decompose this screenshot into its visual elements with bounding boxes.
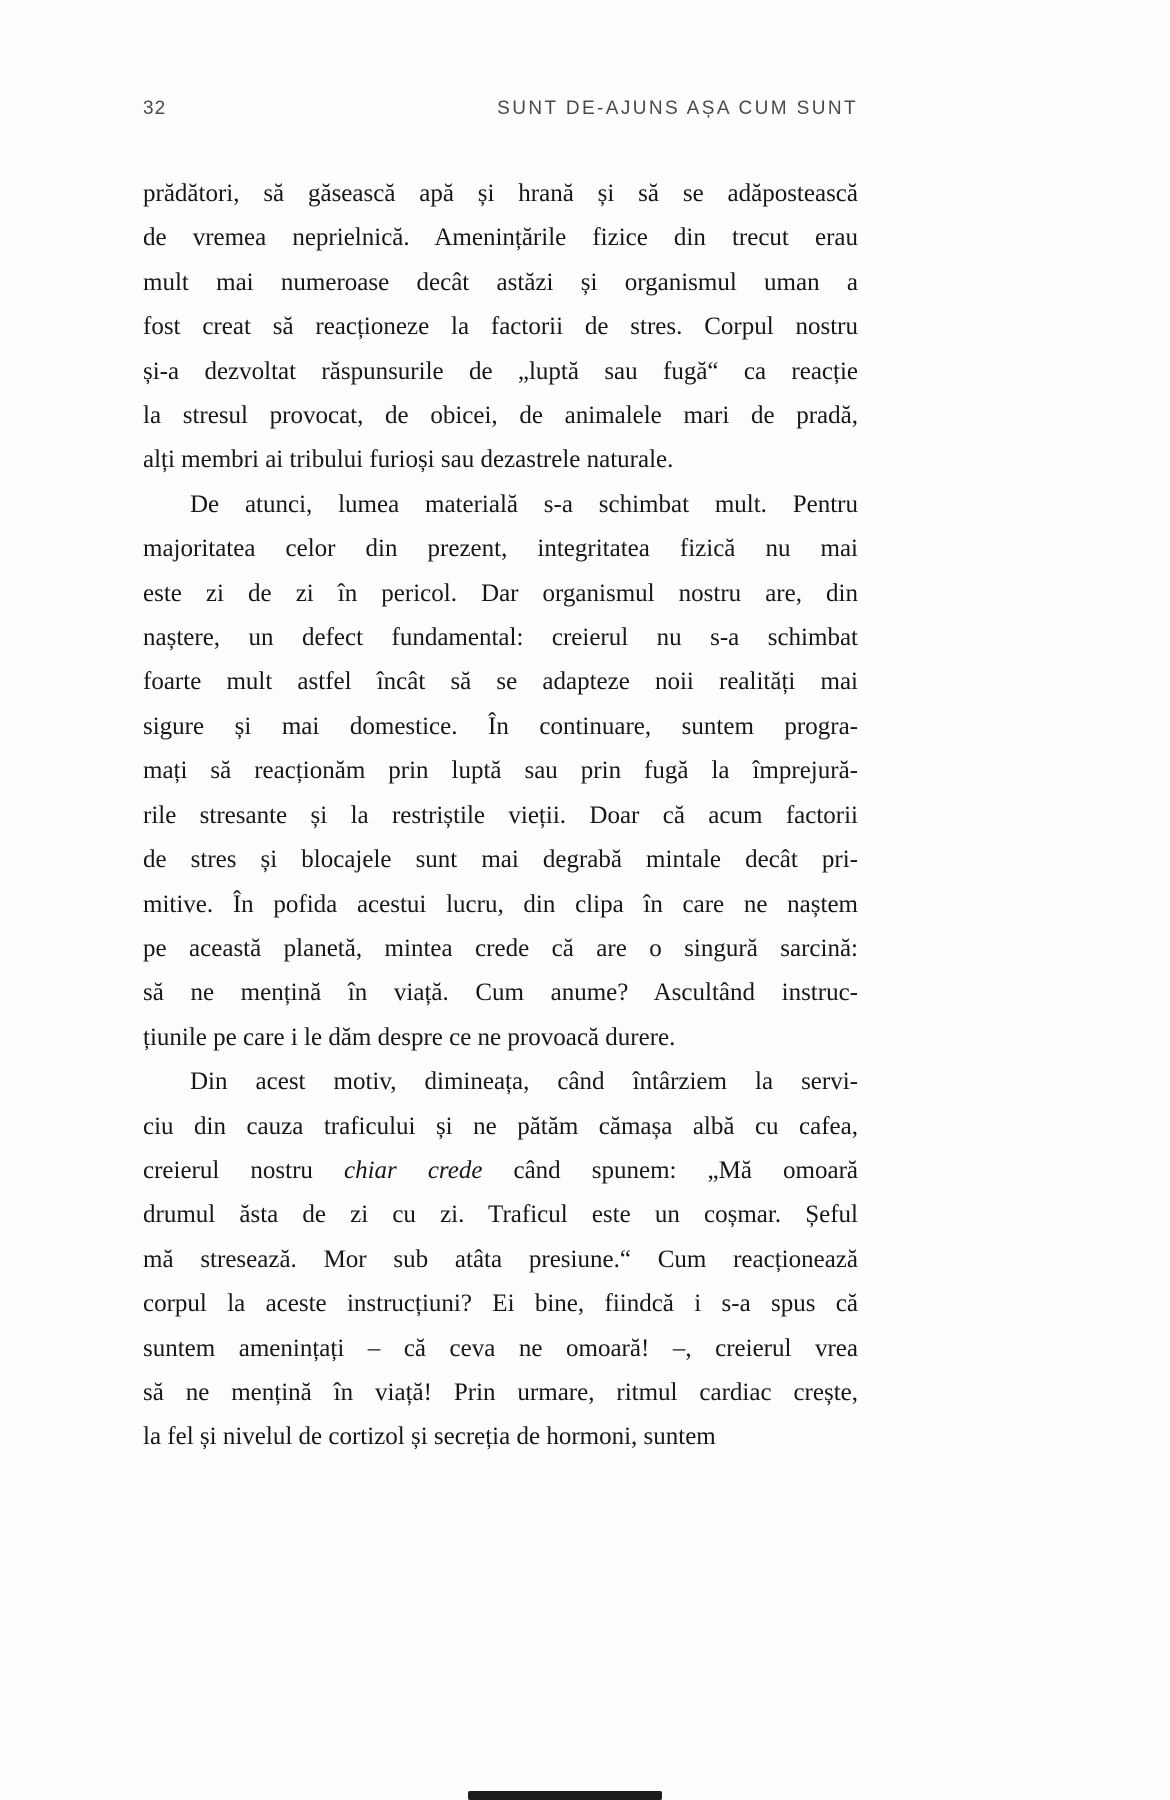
text-line: pe această planetă, mintea crede că are o singură sarcină: xyxy=(143,934,858,962)
text-line: drumul ăsta de zi cu zi. Traficul este un coșmar. Șeful xyxy=(143,1201,858,1229)
running-header: SUNT DE-AJUNS AȘA CUM SUNT xyxy=(497,98,858,119)
text-segment: creierul nostru xyxy=(143,1156,344,1184)
text-line: De atunci, lumea materială s-a schimbat mult. Pentru xyxy=(190,490,858,518)
text-line: țiunile pe care i le dăm despre ce ne provoacă durere. xyxy=(143,1023,676,1051)
text-line: mult mai numeroase decât astăzi și organismul uman a xyxy=(143,268,858,296)
text-line: și-a dezvoltat răspunsurile de „luptă sau fugă“ ca reacție xyxy=(143,357,858,385)
paragraph xyxy=(143,172,858,483)
text-line: alți membri ai tribului furioși sau dezastrele naturale. xyxy=(143,446,674,474)
paragraph xyxy=(143,1060,858,1460)
text-line: Din acest motiv, dimineața, când întârziem la servi- xyxy=(190,1068,858,1096)
text-line: de vremea neprielnică. Amenințările fizice din trecut erau xyxy=(143,224,858,252)
text-line: la fel și nivelul de cortizol și secreția de hormoni, suntem xyxy=(143,1423,716,1451)
text-line: este zi de zi în pericol. Dar organismul nostru are, din xyxy=(143,579,858,607)
text-line: să ne mențină în viață! Prin urmare, ritmul cardiac crește, xyxy=(143,1378,858,1406)
text-line: mitive. În pofida acestui lucru, din clipa în care ne naștem xyxy=(143,890,858,918)
text-line: rile stresante și la restriștile vieții. Doar că acum factorii xyxy=(143,801,858,829)
text-line: majoritatea celor din prezent, integritatea fizică nu mai xyxy=(143,535,858,563)
text-line: mă stresează. Mor sub atâta presiune.“ Cum reacționează xyxy=(143,1245,858,1273)
text-line: fost creat să reacționeze la factorii de stres. Corpul nostru xyxy=(143,313,858,341)
text-line: prădători, să găsească apă și hrană și să se adăpostească xyxy=(143,180,858,207)
text-line: sigure și mai domestice. În continuare, suntem progra- xyxy=(143,712,858,740)
cut-off-next-line-sliver xyxy=(468,1791,662,1800)
text-segment: când spunem: „Mă omoară xyxy=(482,1156,858,1184)
text-line xyxy=(143,1149,858,1193)
text-line: corpul la aceste instrucțiuni? Ei bine, fiindcă i s-a spus că xyxy=(143,1290,858,1318)
text-line: la stresul provocat, de obicei, de animalele mari de pradă, xyxy=(143,402,858,430)
text-line: naștere, un defect fundamental: creierul nu s-a schimbat xyxy=(143,624,858,652)
text-line: suntem amenințați – că ceva ne omoară! –, creierul vrea xyxy=(143,1334,858,1362)
text-line: mați să reacționăm prin luptă sau prin fugă la împrejură- xyxy=(143,757,858,785)
text-line: foarte mult astfel încât să se adapteze noii realități mai xyxy=(143,668,858,696)
paragraph xyxy=(143,483,858,1060)
text-line: de stres și blocajele sunt mai degrabă mintale decât pri- xyxy=(143,846,858,874)
page-number: 32 xyxy=(143,98,167,119)
page-header xyxy=(143,98,858,120)
text-line: ciu din cauza traficului și ne pătăm cămașa albă cu cafea, xyxy=(143,1112,858,1140)
italic-text: chiar crede xyxy=(343,1156,483,1184)
text-line: să ne mențină în viață. Cum anume? Ascultând instruc- xyxy=(143,979,858,1007)
body-text xyxy=(143,172,858,1460)
